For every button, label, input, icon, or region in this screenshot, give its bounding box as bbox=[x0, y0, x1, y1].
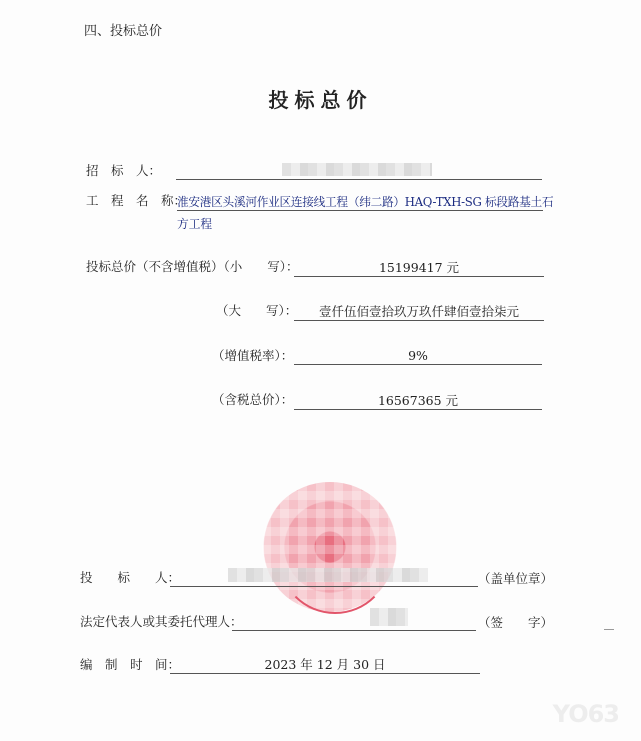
compile-time-value: 2023 年 12 月 30 日 bbox=[170, 657, 480, 674]
bidder-stamp-note: （盖单位章） bbox=[478, 571, 554, 586]
section-heading: 四、投标总价 bbox=[84, 24, 163, 39]
total-incl-tax-value: 16567365 元 bbox=[294, 393, 542, 410]
legal-representative-line bbox=[232, 614, 476, 631]
vat-rate-value: 9% bbox=[294, 348, 542, 365]
signature-note: （签 字） bbox=[478, 615, 554, 630]
redacted-bidder bbox=[228, 568, 428, 582]
project-name-line1: 淮安港区头溪河作业区连接线工程（纬二路）HAQ-TXH-SG 标段路基土石 bbox=[177, 195, 554, 209]
compile-time-label: 编 制 时 间： bbox=[80, 657, 181, 672]
total-lowercase-label: 投标总价（不含增值税）（小 写）： bbox=[86, 259, 299, 274]
legal-representative-label: 法定代表人或其委托代理人： bbox=[80, 614, 243, 629]
watermark: YO63 bbox=[552, 700, 619, 728]
document-title: 投标总价 bbox=[268, 88, 373, 112]
edge-tick bbox=[604, 629, 614, 630]
redacted-signature bbox=[370, 608, 408, 626]
project-name-label: 工 程 名 称： bbox=[86, 193, 187, 208]
total-incl-tax-label: （含税总价）： bbox=[212, 392, 294, 407]
vat-rate-label: （增值税率）： bbox=[212, 348, 294, 363]
project-name-line2: 方工程 bbox=[177, 217, 213, 231]
redacted-tenderer bbox=[282, 163, 432, 176]
total-uppercase-value: 壹仟伍佰壹拾玖万玖仟肆佰壹拾柒元 bbox=[294, 304, 544, 321]
seal-outline bbox=[278, 500, 392, 614]
total-uppercase-label: （大 写）： bbox=[216, 303, 298, 318]
tenderer-label: 招 标 人： bbox=[86, 163, 162, 178]
bidder-label: 投 标 人： bbox=[80, 570, 181, 585]
total-lowercase-value: 15199417 元 bbox=[294, 260, 544, 277]
